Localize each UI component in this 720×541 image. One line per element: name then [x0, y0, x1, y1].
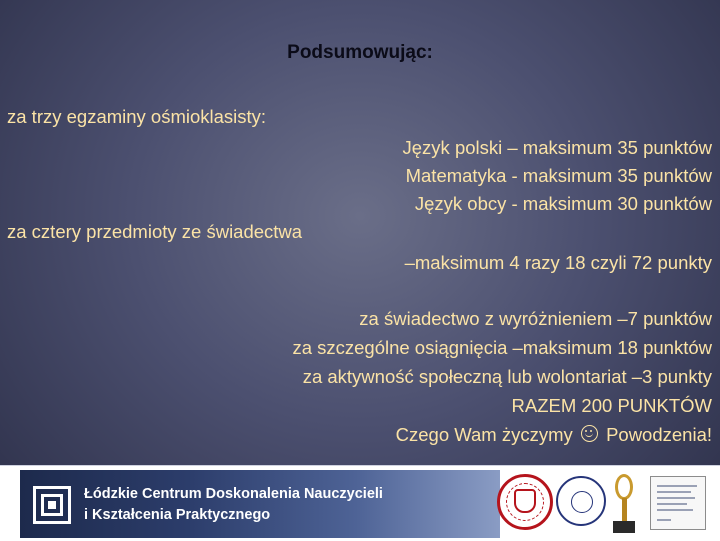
text-line-total: RAZEM 200 PUNKTÓW	[511, 395, 712, 416]
text-line-subjects: za cztery przedmioty ze świadectwa	[7, 221, 303, 242]
banner-text-line1: Łódzkie Centrum Doskonalenia Nauczycieli	[84, 486, 383, 502]
round-logo-icon	[556, 476, 606, 526]
text-line-closing	[396, 424, 712, 446]
certificate-icon	[650, 476, 706, 530]
trophy-icon	[610, 474, 640, 534]
text-line-subjects-max: –maksimum 4 razy 18 czyli 72 punkty	[404, 252, 712, 273]
text-line-achievements: za szczególne osiągnięcia –maksimum 18 punktów	[292, 337, 712, 358]
slide-title: Podsumowując:	[287, 42, 433, 63]
banner-text-line2: i Kształcenia Praktycznego	[84, 507, 271, 523]
text-line-language: Język obcy - maksimum 30 punktów	[414, 193, 712, 214]
text-line-honors: za świadectwo z wyróżnieniem –7 punktów	[359, 308, 712, 329]
seal-logo-icon	[497, 474, 553, 530]
closing-text-before: Czego Wam życzymy	[395, 424, 573, 445]
text-line-math: Matematyka - maksimum 35 punktów	[405, 165, 712, 186]
text-line-polish: Język polski – maksimum 35 punktów	[402, 137, 712, 158]
text-line-volunteering: za aktywność społeczną lub wolontariat –3 punkty	[302, 366, 712, 387]
text-line-exams: za trzy egzaminy ośmioklasisty:	[7, 106, 267, 127]
smiley-icon	[581, 425, 598, 442]
closing-text-after: Powodzenia!	[606, 424, 712, 445]
footer-logos	[0, 465, 720, 541]
ldn-logo-icon	[33, 486, 71, 524]
ldn-banner	[20, 470, 500, 538]
